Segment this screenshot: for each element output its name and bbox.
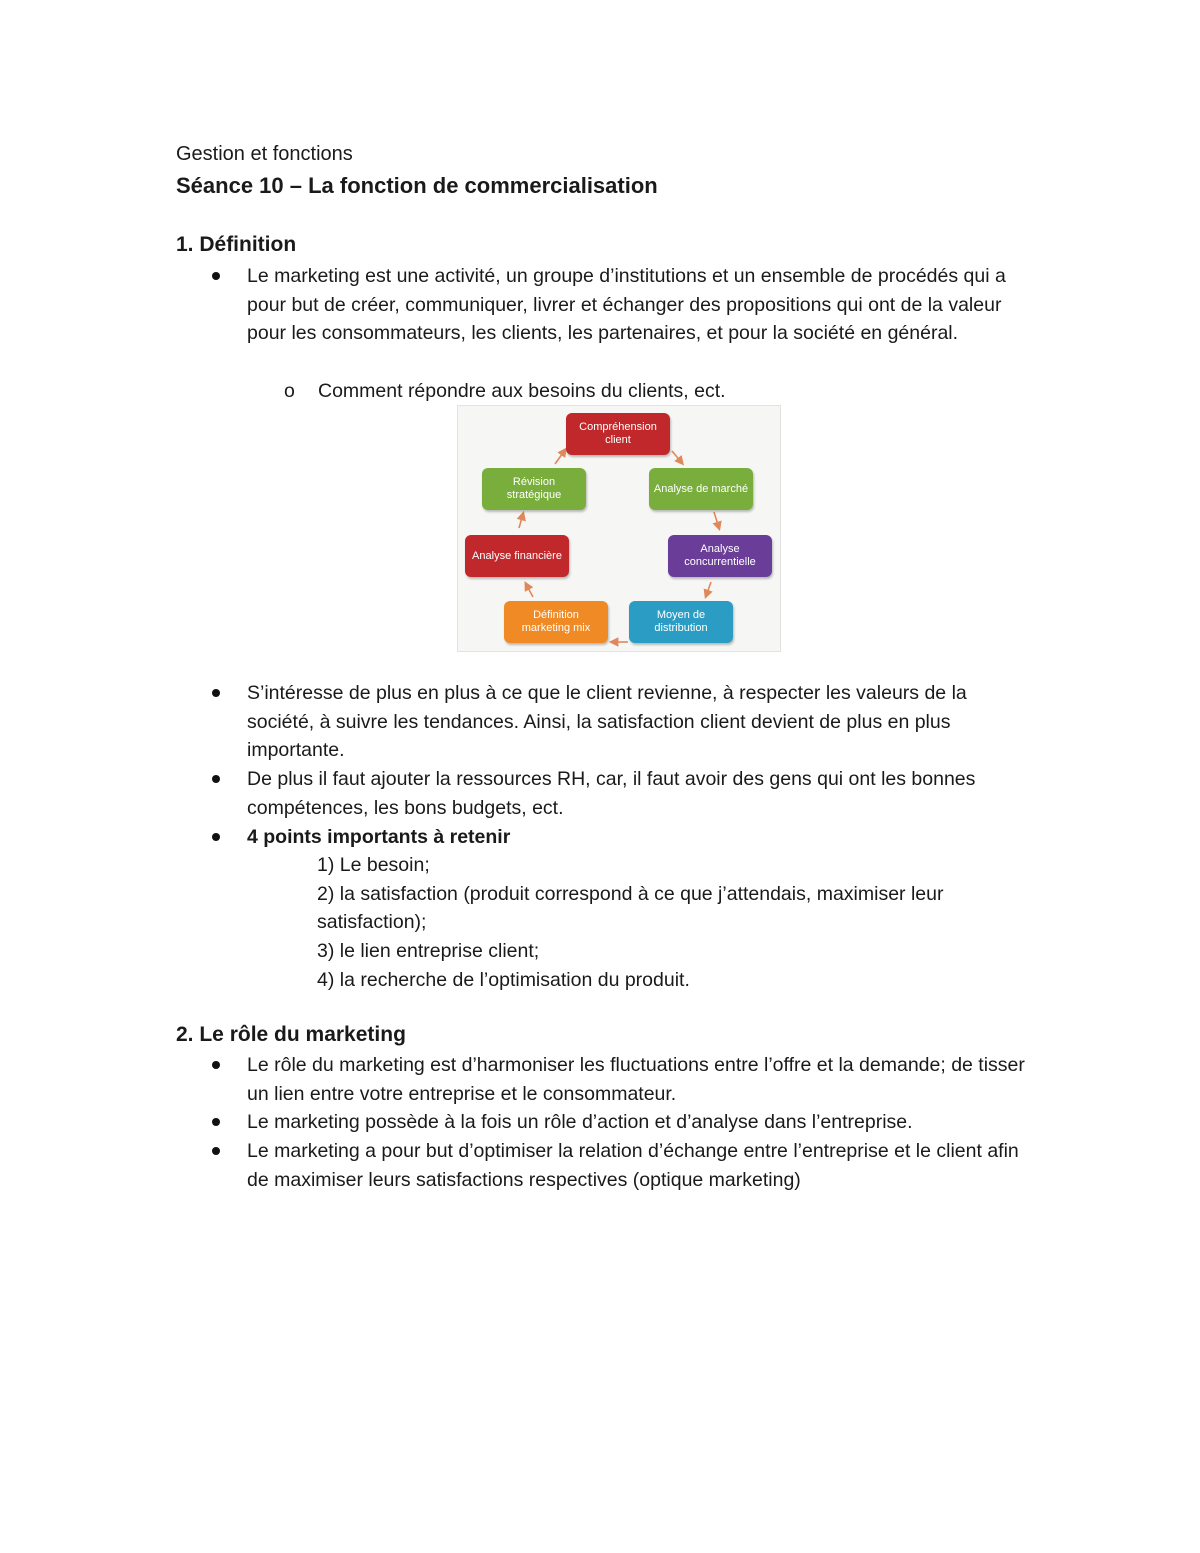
role-list xyxy=(212,1051,1032,1195)
list-item: S’intéresse de plus en plus à ce que le client revienne, à respecter les valeurs de la société, à suivre les tendances. Ainsi, la satisfaction client devient de plus en plus importante. xyxy=(212,679,1032,765)
arrow xyxy=(526,584,533,597)
list-item: 4 points importants à retenir xyxy=(212,823,1032,852)
diagram-box: Moyen de distribution xyxy=(629,601,733,643)
arrow xyxy=(706,582,711,596)
diagram-box: Analyse de marché xyxy=(649,468,753,510)
definition-list-continued xyxy=(212,679,1032,851)
list-item: 2) la satisfaction (produit correspond à ce que j’attendais, maximiser leur satisfaction); xyxy=(317,882,944,934)
list-item xyxy=(212,262,1032,348)
bullet-icon xyxy=(212,833,220,841)
marketing-cycle-diagram xyxy=(457,405,781,652)
arrow xyxy=(519,514,523,528)
diagram-box: Définition marketing mix xyxy=(504,601,608,643)
definition-list xyxy=(212,262,1032,348)
diagram-box: Analyse concurrentielle xyxy=(668,535,772,577)
bullet-icon xyxy=(212,1147,220,1155)
list-item: Le marketing possède à la fois un rôle d’action et d’analyse dans l’entreprise. xyxy=(212,1108,1032,1137)
list-item: Le rôle du marketing est d’harmoniser les fluctuations entre l’offre et la demande; de tisser un lien entre votre entreprise et le consommateur. xyxy=(212,1051,1032,1108)
list-item: 4) la recherche de l’optimisation du produit. xyxy=(317,968,690,991)
sub-bullet-item xyxy=(284,377,726,405)
course-name: Gestion et fonctions xyxy=(176,143,353,165)
bullet-icon xyxy=(212,689,220,697)
list-item: De plus il faut ajouter la ressources RH, car, il faut avoir des gens qui ont les bonnes compétences, les bons budgets, ect. xyxy=(212,765,1032,822)
section-heading-role: 2. Le rôle du marketing xyxy=(176,1023,406,1046)
diagram-box: Compréhension client xyxy=(566,413,670,455)
sub-bullet-text: Comment répondre aux besoins du clients, ect. xyxy=(318,380,726,402)
arrow xyxy=(672,451,682,463)
page-title: Séance 10 – La fonction de commercialisation xyxy=(176,173,658,198)
bullet-icon xyxy=(212,775,220,783)
key-points-list xyxy=(317,851,1032,995)
list-item: 3) le lien entreprise client; xyxy=(317,940,540,963)
bullet-icon xyxy=(212,272,220,280)
list-item: Le marketing a pour but d’optimiser la relation d’échange entre l’entreprise et le client afin de maximiser leurs satisfactions respectives (optique marketing) xyxy=(212,1137,1032,1194)
arrow xyxy=(555,450,565,464)
diagram-box: Révision stratégique xyxy=(482,468,586,510)
circle-bullet-icon: o xyxy=(284,380,295,402)
diagram-box: Analyse financière xyxy=(465,535,569,577)
definition-text: Le marketing est une activité, un groupe d’institutions et un ensemble de procédés qui a pour but de créer, communiquer, livrer et échanger des propositions qui ont de la valeur pour les consommateurs, les clients, les partenaires, et pour la société en général. xyxy=(247,265,1006,345)
section-heading-definition: 1. Définition xyxy=(176,233,297,256)
list-item: 1) Le besoin; xyxy=(317,854,430,876)
arrow xyxy=(714,512,719,528)
bullet-icon xyxy=(212,1118,220,1126)
bullet-icon xyxy=(212,1061,220,1069)
